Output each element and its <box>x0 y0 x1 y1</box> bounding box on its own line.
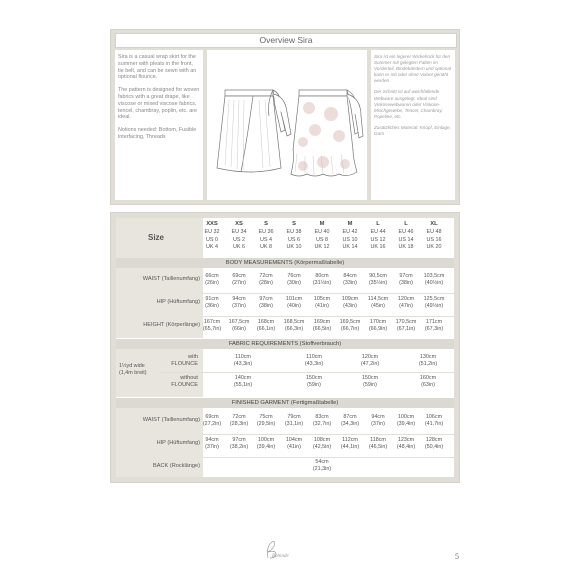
fabric-cell-in: (55,1in) <box>233 381 253 388</box>
size-chart <box>110 212 460 483</box>
body-cell-in: (66,7in) <box>340 325 360 332</box>
size-codes <box>197 229 227 252</box>
body-cell <box>307 273 337 286</box>
fabric-cell-cm: 110cm <box>235 354 251 360</box>
body-cell <box>251 273 281 286</box>
finished-cell-cm: 69cm <box>205 414 219 420</box>
size-name: L <box>404 221 408 227</box>
finished-cell-in: (41,7in) <box>424 420 444 427</box>
fabric-cell <box>223 354 263 367</box>
row-divider <box>203 434 454 435</box>
body-cell-in: (26in) <box>205 279 219 286</box>
body-cell <box>335 296 365 309</box>
size-code-eu: EU 46 <box>398 229 414 235</box>
size-code-uk: UK 18 <box>398 244 414 251</box>
fabric-cell <box>350 375 390 388</box>
finished-cell-in: (34,3in) <box>340 420 360 427</box>
fabric-cell-cm: 120cm <box>361 354 379 360</box>
page-number: 5 <box>455 552 459 561</box>
size-codes <box>307 229 337 252</box>
size-code-uk: UK 14 <box>342 244 358 251</box>
overview-panel <box>110 29 460 205</box>
skirt-illustrations <box>207 50 367 200</box>
finished-cell <box>224 437 254 450</box>
finished-cell-in: (46,5in) <box>368 443 388 450</box>
body-cell-cm: 97cm <box>399 273 413 279</box>
fabric-cell-cm: 160cm <box>419 375 437 381</box>
description-german <box>371 50 455 200</box>
body-cell-in: (66,3in) <box>284 325 304 332</box>
skirt-sketch-icon <box>207 50 367 200</box>
fabric-cell-cm: 140cm <box>234 375 252 381</box>
body-cell <box>391 319 421 332</box>
body-cell-in: (41in) <box>315 302 329 309</box>
size-code-us: US 14 <box>398 236 414 243</box>
description-de-paragraph: Der Schnitt ist auf weichfallende Webware ausgelegt. Ideal sind Viskosewebwaren oder Viskose- Mischgewebe, Tencel, Chambray, Popeline, etc. <box>374 89 443 119</box>
body-row-label: WAIST (Taillenumfang) <box>142 276 200 282</box>
row-divider <box>160 372 454 373</box>
finished-cell <box>307 437 337 450</box>
overview-title: Overview Sira <box>115 33 457 48</box>
body-cell-cm: 114,5cm <box>367 296 389 302</box>
finished-cell <box>279 437 309 450</box>
fabric-cell-in: (43,3in) <box>233 360 253 367</box>
body-cell <box>279 319 309 332</box>
size-name: M <box>347 221 353 227</box>
size-name: S <box>292 221 296 227</box>
finished-cell-cm: 94cm <box>205 437 219 443</box>
finished-cell <box>197 437 227 450</box>
body-cell-cm: 167cm <box>203 319 221 325</box>
body-measurements-header: BODY MEASUREMENTS (Körpermaßtabelle) <box>116 258 454 268</box>
body-cell-in: (67,3in) <box>424 325 444 332</box>
size-codes <box>251 229 281 252</box>
body-cell-in: (40in) <box>287 302 301 309</box>
finished-cell-cm: 87cm <box>343 414 357 420</box>
size-code-eu: EU 44 <box>370 229 386 235</box>
fabric-cell <box>408 354 448 367</box>
finished-cell <box>335 414 365 427</box>
body-cell <box>307 296 337 309</box>
body-cell-in: (66,9in) <box>368 325 388 332</box>
finished-cell-cm: 97cm <box>232 437 246 443</box>
finished-cell-in: (32,7in) <box>312 420 332 427</box>
body-cell <box>335 319 365 332</box>
finished-cell-in: (48,4in) <box>396 443 416 450</box>
size-code-us: US 10 <box>342 236 358 243</box>
fabric-row-label: with FLOUNCE <box>171 354 198 367</box>
body-cell-in: (37in) <box>232 302 246 309</box>
finished-cell <box>224 414 254 427</box>
size-code-us: US 2 <box>233 236 245 243</box>
body-cell-in: (49½in) <box>424 302 444 309</box>
notions-en: Notions needed: Bottom, Fusible interfacing, Threads <box>118 127 197 140</box>
body-cell <box>419 273 449 286</box>
finished-cell-cm: 108cm <box>313 437 331 443</box>
finished-cell <box>363 437 393 450</box>
description-en-paragraph: Sira is a casual wrap skirt for the summer with pleats in the front, tie belt, and can be sewn with an optional flounce. <box>118 54 197 81</box>
size-name: L <box>376 221 380 227</box>
finished-cell <box>251 414 281 427</box>
finished-cell-in: (44,1in) <box>340 443 360 450</box>
body-cell-cm: 167,5cm <box>228 319 250 325</box>
back-length-cell-in: (21,3in) <box>312 465 332 472</box>
fabric-cell <box>223 375 263 388</box>
finished-cell-cm: 83cm <box>315 414 329 420</box>
size-name: S <box>264 221 268 227</box>
body-cell-cm: 120cm <box>397 296 415 302</box>
finished-cell-cm: 79cm <box>287 414 301 420</box>
row-divider <box>203 457 454 458</box>
fabric-cell-in: (47,2in) <box>360 360 380 367</box>
fabric-cell-cm: 110cm <box>306 354 322 360</box>
size-code-uk: UK 6 <box>233 244 245 251</box>
body-cell-cm: 125,5cm <box>423 296 445 302</box>
body-cell-cm: 66cm <box>205 273 219 279</box>
finished-cell-in: (28,3in) <box>229 420 249 427</box>
finished-cell-in: (42,5in) <box>312 443 332 450</box>
finished-cell-in: (31,1in) <box>284 420 304 427</box>
body-cell-in: (35½in) <box>368 279 388 286</box>
body-cell-cm: 170cm <box>369 319 387 325</box>
body-cell-in: (38in) <box>259 302 273 309</box>
finished-cell-cm: 100cm <box>257 437 275 443</box>
fabric-cell-in: (63in) <box>421 381 435 388</box>
row-divider <box>203 293 454 294</box>
body-cell-in: (65,7in) <box>202 325 222 332</box>
body-cell <box>224 296 254 309</box>
body-cell-in: (38in) <box>399 279 413 286</box>
fabric-cell-cm: 150cm <box>361 375 379 381</box>
size-code-eu: EU 40 <box>314 229 330 235</box>
body-cell <box>363 273 393 286</box>
finished-cell-cm: 104cm <box>285 437 303 443</box>
size-codes <box>363 229 393 252</box>
body-cell-cm: 169,5cm <box>339 319 361 325</box>
body-cell-in: (27in) <box>232 279 246 286</box>
size-code-eu: EU 34 <box>231 229 247 235</box>
body-cell-in: (30in) <box>287 279 301 286</box>
body-cell <box>279 273 309 286</box>
back-length-label: BACK (Rocklänge) <box>153 463 200 469</box>
size-code-us: US 8 <box>316 236 328 243</box>
finished-cell <box>279 414 309 427</box>
finished-cell-cm: 72cm <box>232 414 246 420</box>
fabric-row-label: without FLOUNCE <box>171 375 198 388</box>
body-cell <box>419 296 449 309</box>
finished-cell-in: (41in) <box>287 443 301 450</box>
finished-cell-in: (37in) <box>205 443 219 450</box>
description-english <box>115 50 203 200</box>
finished-row-label: WAIST (Taillenumfang) <box>142 417 200 423</box>
body-cell <box>197 273 227 286</box>
body-cell <box>251 319 281 332</box>
body-cell <box>363 319 393 332</box>
logo-text: Bohinde <box>272 554 289 559</box>
size-name: XS <box>235 221 243 227</box>
finished-cell-in: (50,4in) <box>424 443 444 450</box>
size-code-us: US 4 <box>260 236 272 243</box>
finished-cell-in: (29,5in) <box>256 420 276 427</box>
body-cell <box>224 319 254 332</box>
notions-de: Zusätzliches Material: Knopf, Einlage, Garn <box>374 124 451 137</box>
body-cell-cm: 94cm <box>232 296 246 302</box>
description-en-paragraph: The pattern is designed for woven fabrics with a great drape, like viscose or mixed viscose fabrics, tencel, chambray, poplin, etc. are ideal. <box>118 87 200 121</box>
finished-cell <box>391 414 421 427</box>
finished-cell-cm: 128cm <box>425 437 443 443</box>
finished-cell-cm: 112cm <box>342 437 358 443</box>
body-cell-cm: 168cm <box>257 319 275 325</box>
description-de-paragraph: Sira ist ein legerer Wickelrock für den Sommer mit gelegten Falten im Vorderteil, Bindebändern und optional kann er mit oder ohne Volant genäht werden. <box>374 54 451 84</box>
fabric-cell-in: (43,3in) <box>304 360 324 367</box>
size-code-us: US 16 <box>426 236 442 243</box>
finished-cell-in: (27,2in) <box>202 420 222 427</box>
finished-cell-cm: 123cm <box>397 437 415 443</box>
finished-cell-cm: 94cm <box>371 414 385 420</box>
size-code-eu: EU 42 <box>342 229 358 235</box>
finished-cell-in: (38,2in) <box>229 443 249 450</box>
fabric-width-label: 1½yd wide (1,4m breit) <box>119 363 147 376</box>
body-cell-cm: 101cm <box>285 296 303 302</box>
finished-cell-cm: 118cm <box>370 437 386 443</box>
body-cell-in: (47in) <box>399 302 413 309</box>
fabric-cell-in: (59in) <box>307 381 321 388</box>
body-cell-in: (67,1in) <box>396 325 416 332</box>
size-code-us: US 6 <box>288 236 300 243</box>
size-code-eu: EU 36 <box>258 229 274 235</box>
body-cell-cm: 72cm <box>259 273 273 279</box>
size-code-uk: UK 4 <box>206 244 218 251</box>
size-name: M <box>319 221 325 227</box>
finished-cell <box>419 414 449 427</box>
fabric-cell <box>294 354 334 367</box>
size-codes <box>224 229 254 252</box>
body-cell-cm: 80cm <box>315 273 329 279</box>
finished-row-label: HIP (Hüftumfang) <box>156 440 200 446</box>
body-cell-cm: 91cm <box>205 296 219 302</box>
size-name: XXS <box>206 221 218 227</box>
size-code-uk: UK 12 <box>314 244 330 251</box>
size-label: Size <box>148 233 165 242</box>
body-cell-cm: 103,5cm <box>423 273 445 279</box>
finished-cell-cm: 75cm <box>259 414 273 420</box>
finished-garment-header: FINISHED GARMENT (Fertigmaßtabelle) <box>116 398 454 408</box>
body-cell-cm: 109cm <box>341 296 359 302</box>
size-code-eu: EU 32 <box>204 229 220 235</box>
body-cell-in: (43in) <box>343 302 357 309</box>
fabric-cell-cm: 150cm <box>305 375 323 381</box>
body-cell-cm: 105cm <box>313 296 331 302</box>
body-cell-cm: 76cm <box>287 273 301 279</box>
finished-cell <box>363 414 393 427</box>
finished-cell <box>307 414 337 427</box>
size-code-us: US 12 <box>370 236 386 243</box>
body-cell <box>251 296 281 309</box>
body-cell-in: (66in) <box>232 325 246 332</box>
body-cell-cm: 97cm <box>259 296 273 302</box>
body-cell-cm: 171cm <box>425 319 443 325</box>
body-cell <box>391 273 421 286</box>
finished-cell <box>251 437 281 450</box>
size-code-uk: UK 8 <box>260 244 272 251</box>
fabric-cell <box>294 375 334 388</box>
size-code-us: US 0 <box>206 236 218 243</box>
finished-cell-cm: 100cm <box>397 414 415 420</box>
body-cell-in: (31½in) <box>312 279 332 286</box>
body-cell-in: (40½in) <box>424 279 444 286</box>
body-cell <box>197 319 227 332</box>
body-cell-in: (36in) <box>205 302 219 309</box>
size-code-uk: UK 16 <box>370 244 386 251</box>
brand-logo-icon <box>262 538 292 562</box>
finished-cell <box>197 414 227 427</box>
fabric-cell-in: (59in) <box>363 381 377 388</box>
finished-cell <box>391 437 421 450</box>
finished-cell-in: (39,4in) <box>256 443 276 450</box>
body-cell-cm: 90,5cm <box>369 273 387 279</box>
body-cell <box>363 296 393 309</box>
body-cell-cm: 170,5cm <box>395 319 417 325</box>
body-cell-cm: 69cm <box>232 273 246 279</box>
body-cell-in: (45in) <box>371 302 385 309</box>
body-row-label: HEIGHT (Körperlänge) <box>143 322 200 328</box>
body-cell <box>419 319 449 332</box>
fabric-requirements-header: FABRIC REQUIREMENTS (Stoffverbrauch) <box>116 339 454 349</box>
size-codes <box>279 229 309 252</box>
finished-cell-in: (37in) <box>371 420 385 427</box>
body-row-label: HIP (Hüftumfang) <box>156 299 200 305</box>
body-cell <box>391 296 421 309</box>
fabric-cell <box>408 375 448 388</box>
body-cell-cm: 84cm <box>343 273 357 279</box>
body-cell <box>279 296 309 309</box>
body-cell-in: (28in) <box>259 279 273 286</box>
size-codes <box>419 229 449 252</box>
body-cell-in: (33in) <box>343 279 357 286</box>
body-cell-cm: 169cm <box>313 319 331 325</box>
body-cell <box>335 273 365 286</box>
size-code-eu: EU 38 <box>286 229 302 235</box>
body-cell-in: (66,1in) <box>256 325 276 332</box>
finished-cell-in: (39,4in) <box>396 420 416 427</box>
size-code-uk: UK 20 <box>426 244 442 251</box>
finished-cell-cm: 106cm <box>425 414 443 420</box>
size-name: XL <box>430 221 438 227</box>
size-codes <box>335 229 365 252</box>
finished-cell <box>335 437 365 450</box>
body-cell <box>197 296 227 309</box>
size-chart-inner <box>116 218 454 477</box>
body-cell-in: (66,5in) <box>312 325 332 332</box>
fabric-cell-cm: 130cm <box>419 354 437 360</box>
row-divider <box>203 316 454 317</box>
fabric-cell-in: (51,2in) <box>418 360 438 367</box>
body-cell-cm: 168,5cm <box>283 319 305 325</box>
size-codes <box>391 229 421 252</box>
fabric-cell <box>350 354 390 367</box>
back-length-cell-cm: 54cm <box>315 459 329 465</box>
finished-cell <box>419 437 449 450</box>
body-cell <box>224 273 254 286</box>
back-length-cell <box>307 459 337 472</box>
size-code-eu: EU 48 <box>426 229 442 235</box>
body-cell <box>307 319 337 332</box>
size-code-uk: UK 10 <box>286 244 302 251</box>
